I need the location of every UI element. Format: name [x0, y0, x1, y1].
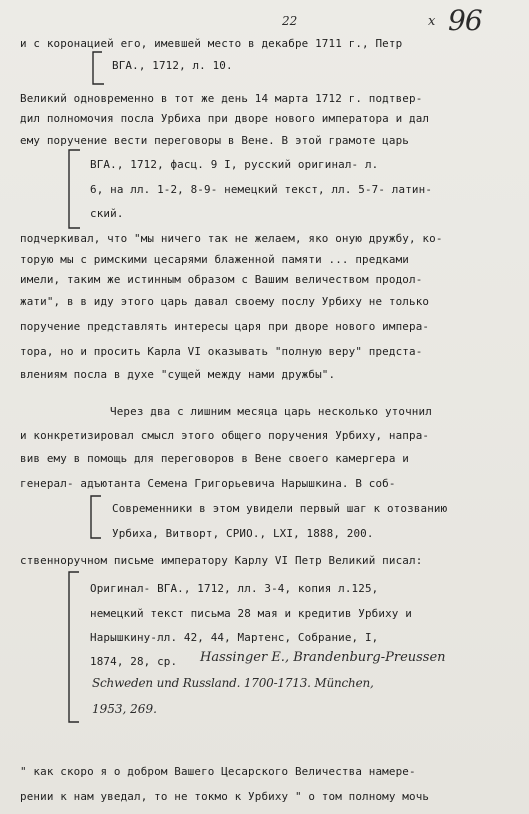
text-line: Великий одновременно в тот же день 14 марта 1712 г. подтвер- — [20, 92, 423, 105]
text-line: торую мы с римскими цесарями блаженной памяти ... предками — [20, 253, 409, 266]
footnote-line: Урбиха, Витворт, СРИО., LXI, 1888, 200. — [112, 527, 374, 540]
footnote-bracket-4 — [64, 570, 84, 728]
text-line: дил полномочия посла Урбиха при дворе нового императора и дал — [20, 112, 430, 125]
footnote-line: ВГА., 1712, фасц. 9 I, русский оригинал- л. — [90, 158, 379, 171]
footnote-line: 1874, 28, ср. — [90, 655, 178, 668]
text-line: " как скоро я о добром Вашего Цесарского Величества намере- — [20, 765, 416, 778]
footnote-line: ВГА., 1712, л. 10. — [112, 59, 233, 72]
footnote-bracket-1 — [88, 50, 108, 90]
footnote-line: ский. — [90, 207, 124, 220]
text-line: влениям посла в духе "сущей между нами дружбы". — [20, 368, 336, 381]
footnote-line: Нарышкину-лл. 42, 44, Мартенс, Собрание, I, — [90, 631, 379, 644]
text-line: поручение представлять интересы царя при дворе нового импера- — [20, 320, 430, 333]
check-mark: x — [428, 14, 436, 29]
handwritten-note-line-1: Hassinger E., Brandenburg-Preussen — [200, 650, 446, 665]
footnote-line: 6, на лл. 1-2, 8-9- немецкий текст, лл. 5-7- латин- — [90, 183, 433, 196]
text-line: ему поручение вести переговоры в Вене. В этой грамоте царь — [20, 134, 409, 147]
page-number: 96 — [448, 4, 482, 37]
footnote-bracket-2 — [64, 148, 84, 234]
folio-number-small: 22 — [282, 14, 298, 28]
text-line: Через два с лишним месяца царь несколько уточнил — [110, 405, 432, 418]
text-line: вив ему в помощь для переговоров в Вене своего камергера и — [20, 452, 409, 465]
text-line: и конкретизировал смысл этого общего поручения Урбиху, напра- — [20, 429, 430, 442]
text-line: имели, таким же истинным образом с Вашим величеством продол- — [20, 273, 423, 286]
text-line: тора, но и просить Карла VI оказывать "полную веру" предста- — [20, 345, 423, 358]
footnote-bracket-3 — [86, 494, 106, 544]
footnote-line: Современники в этом увидели первый шаг к отозванию — [112, 502, 448, 515]
handwritten-note-line-3: 1953, 269. — [92, 702, 157, 716]
handwritten-note-line-2: Schweden und Russland. 1700-1713. München, — [92, 676, 374, 690]
text-line: жати", в в иду этого царь давал своему послу Урбиху не только — [20, 295, 430, 308]
text-line: подчеркивал, что "мы ничего так не желаем, яко оную дружбу, ко- — [20, 232, 443, 245]
text-line: рении к нам уведал, то не токмо к Урбиху " о том полному мочь — [20, 790, 430, 803]
text-line: ственноручном письме императору Карлу VI Петр Великий писал: — [20, 554, 423, 567]
footnote-line: немецкий текст письма 28 мая и кредитив Урбиху и — [90, 607, 412, 620]
text-line: и с коронацией его, имевшей место в декабре 1711 г., Петр — [20, 37, 403, 50]
footnote-line: Оригинал- ВГА., 1712, лл. 3-4, копия л.125, — [90, 582, 379, 595]
text-line: генерал- адъютанта Семена Григорьевича Нарышкина. В соб- — [20, 477, 396, 490]
